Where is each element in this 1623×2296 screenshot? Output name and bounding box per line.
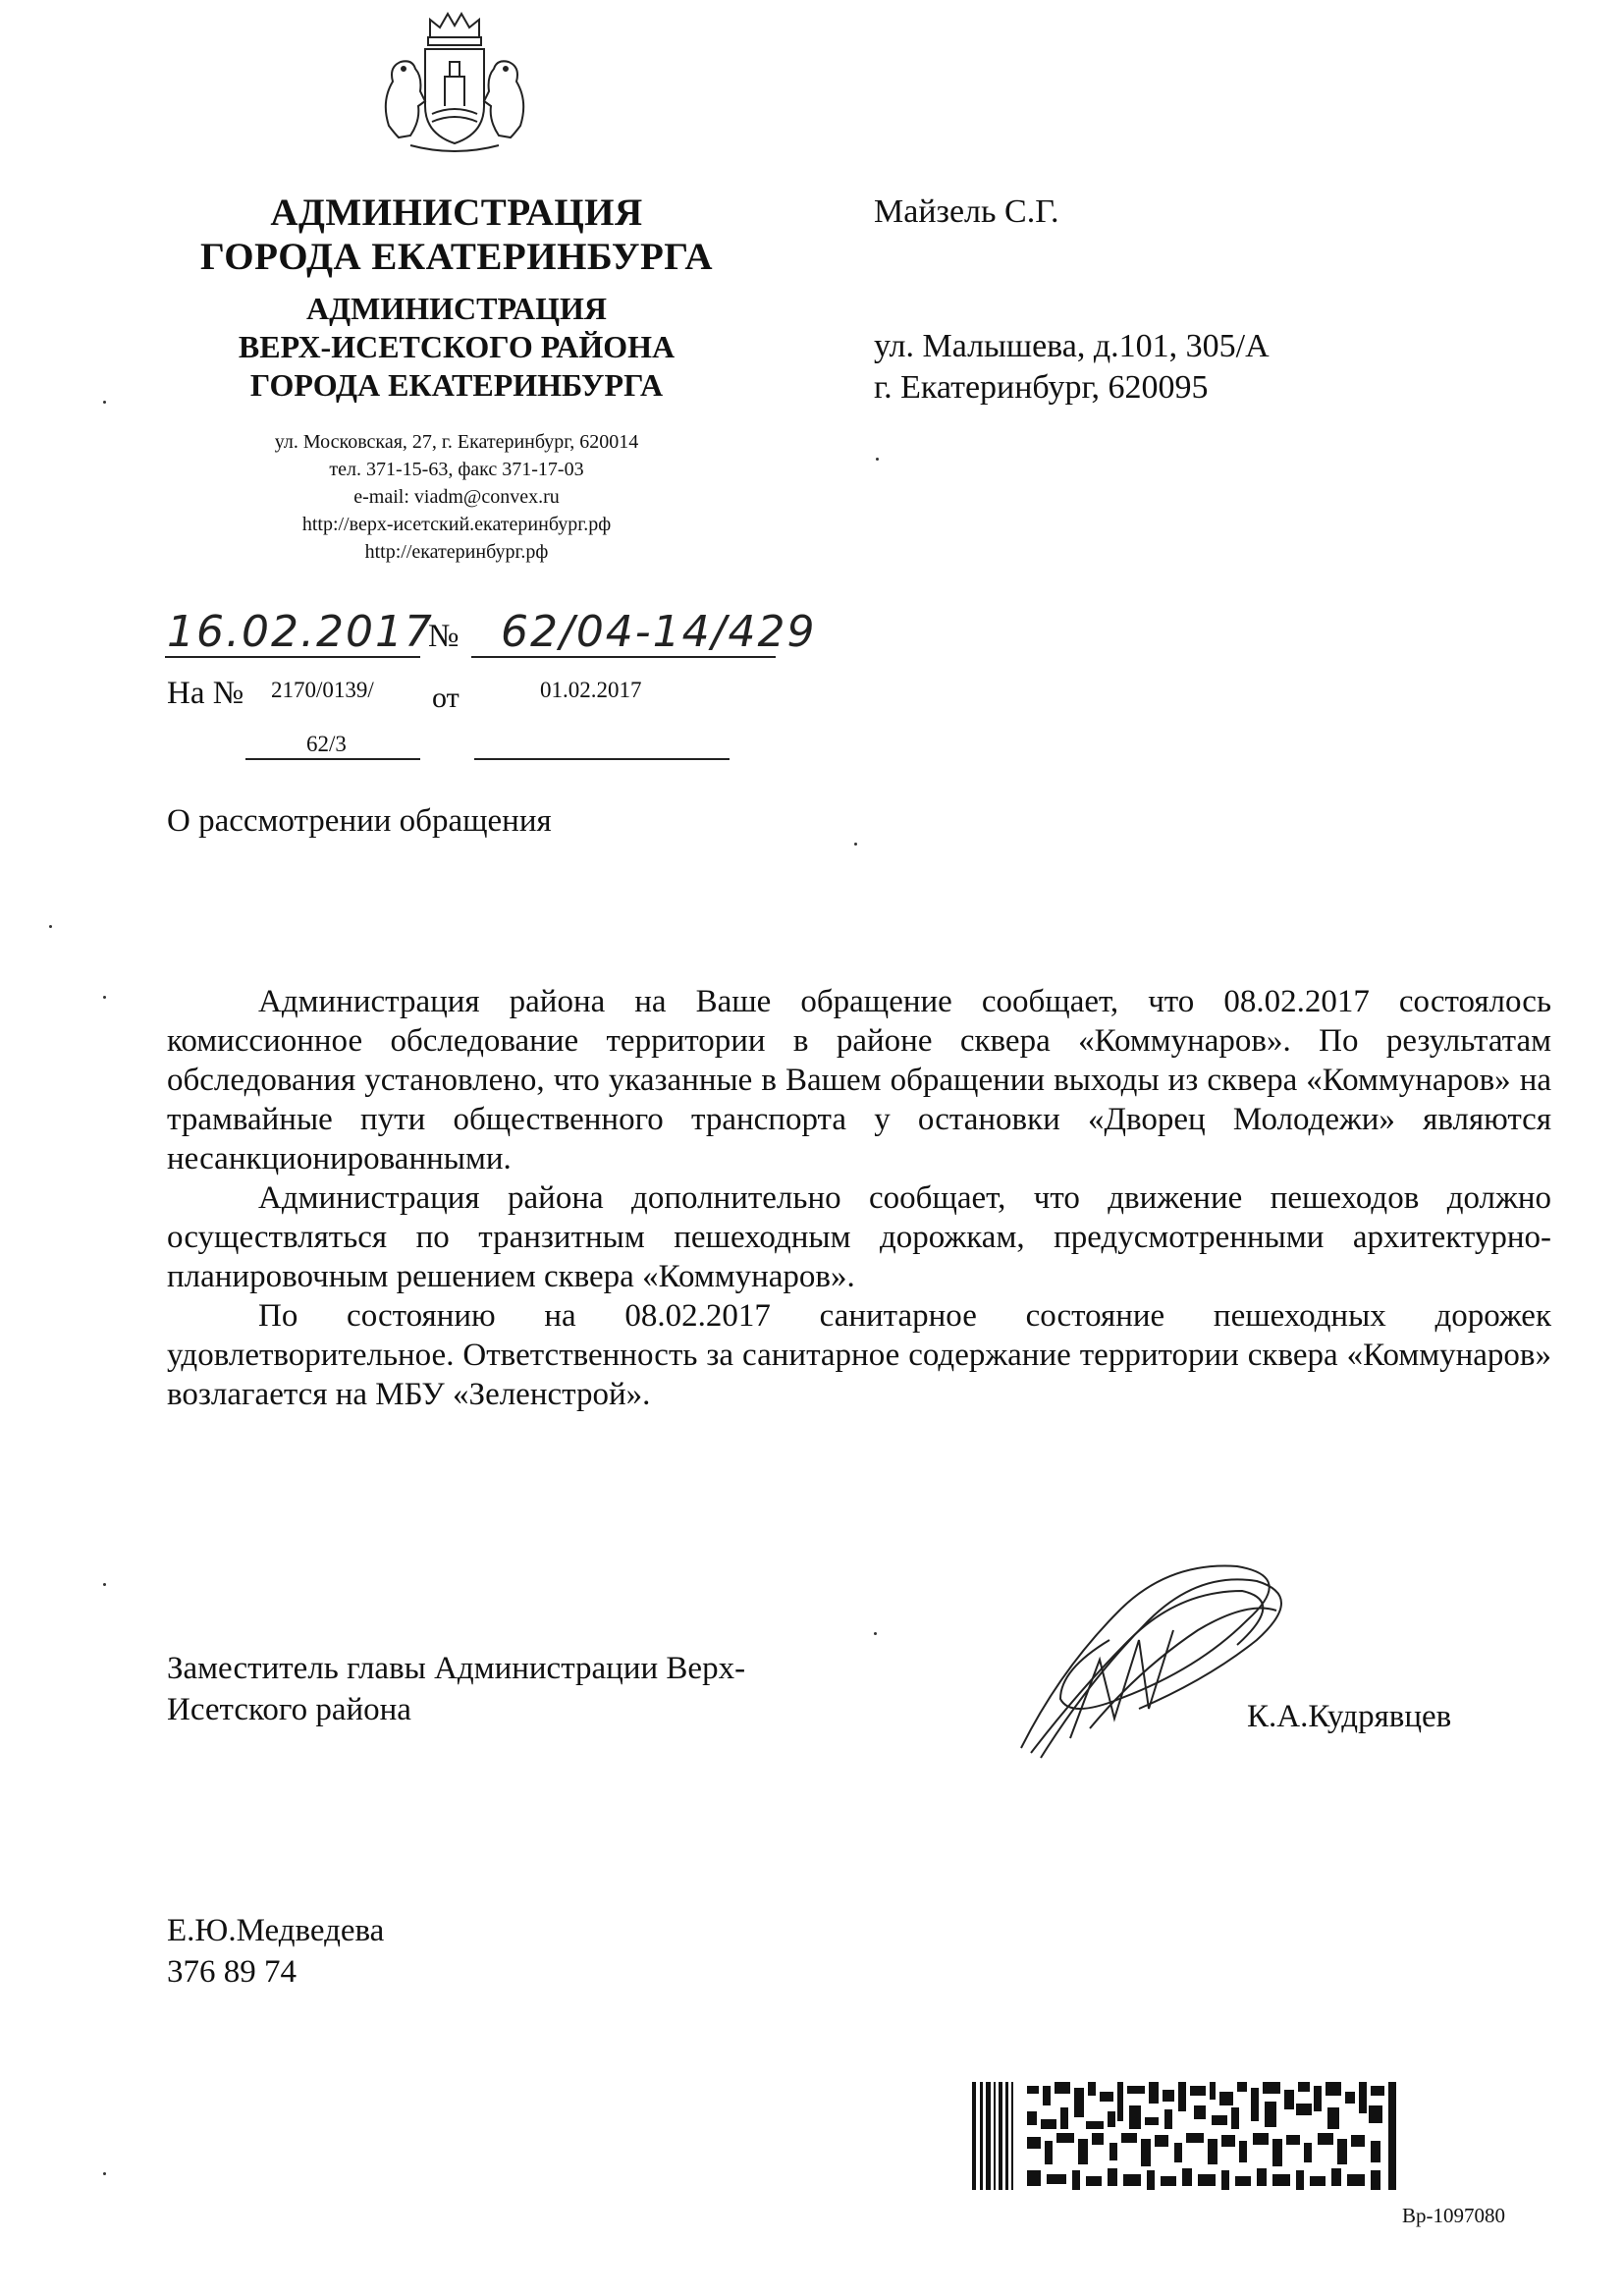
dept-title-line3: ГОРОДА ЕКАТЕРИНБУРГА (249, 367, 664, 403)
scan-speck (103, 401, 106, 404)
number-underline (471, 656, 776, 658)
scan-speck (103, 2172, 106, 2175)
signatory-title (167, 1648, 874, 1730)
in-reply-date: 01.02.2017 (540, 678, 642, 702)
dept-title-line1: АДМИНИСТРАЦИЯ (306, 291, 607, 326)
executor-phone: 376 89 74 (167, 1954, 297, 1990)
scan-speck (854, 843, 857, 846)
sender-phone: тел. 371-15-63, факс 371-17-03 (329, 459, 584, 480)
signatory-title-line1: Заместитель главы Администрации Верх- (167, 1651, 746, 1686)
outgoing-number: 62/04-14/429 (501, 607, 817, 657)
org-title-line2: ГОРОДА ЕКАТЕРИНБУРГА (199, 236, 714, 278)
in-reply-number-line1: 2170/0139/ (271, 678, 374, 702)
subject-line: О рассмотрении обращения (167, 803, 552, 839)
signatory-title-line2: Исетского района (167, 1692, 411, 1727)
coat-of-arms-emblem (371, 8, 538, 157)
org-title-line1: АДМИНИСТРАЦИЯ (270, 191, 643, 234)
in-reply-label: На № (167, 676, 244, 711)
body-paragraph-3: По состоянию на 08.02.2017 санитарное состояние пешеходных дорожек удовлетворительное. Ответственность за санитарное содержание территории сквера «Коммунаров» возлагается на МБУ «Зеленстрой». (167, 1298, 1551, 1412)
body-paragraph-2: Администрация района дополнительно сообщает, что движение пешеходов должно осуществляться по транзитным пешеходным дорожкам, предусмотренными архитектурно-планировочным решением сквера «Коммунаров». (167, 1180, 1551, 1294)
signatory-name: К.А.Кудрявцев (1247, 1699, 1452, 1734)
recipient-name: Майзель С.Г. (874, 193, 1059, 230)
in-reply-number-line2: 62/3 (306, 732, 347, 756)
scan-speck (103, 996, 106, 999)
sender-site-2: http://екатеринбург.рф (364, 541, 549, 563)
scan-speck (103, 1583, 106, 1586)
scan-speck (874, 1632, 877, 1635)
executor-block (167, 1910, 384, 1993)
number-sign: № (428, 619, 460, 654)
sender-site-1: http://верх-исетский.екатеринбург.рф (301, 514, 612, 535)
from-label: от (432, 682, 460, 714)
in-reply-date-underline (474, 758, 730, 760)
scan-speck (876, 458, 879, 461)
sender-email: e-mail: viadm@convex.ru (353, 486, 560, 508)
outgoing-date: 16.02.2017 (167, 607, 434, 657)
dept-title-line2: ВЕРХ-ИСЕТСКОГО РАЙОНА (238, 329, 676, 364)
registration-barcode (972, 2082, 1443, 2190)
recipient-street: ул. Малышева, д.101, 305/А (874, 328, 1270, 364)
letter-body (167, 982, 1551, 1414)
executor-name: Е.Ю.Медведева (167, 1913, 385, 1948)
registration-code: Вр-1097080 (1402, 2204, 1505, 2227)
body-paragraph-1: Администрация района на Ваше обращение сообщает, что 08.02.2017 состоялось комиссионное обследование территории в районе сквера «Коммунаров». По результатам обследования установлено, что указанные в Вашем обращении выходы из сквера «Коммунаров» на трамвайные пути общественного транспорта у остановки «Дворец Молодежи» являются несанкционированными. (167, 984, 1551, 1176)
date-underline (165, 656, 420, 658)
handwritten-signature (1001, 1552, 1325, 1777)
scan-speck (49, 925, 52, 928)
sender-address: ул. Московская, 27, г. Екатеринбург, 620014 (274, 431, 639, 453)
recipient-city: г. Екатеринбург, 620095 (874, 369, 1209, 406)
in-reply-number-underline (245, 758, 420, 760)
